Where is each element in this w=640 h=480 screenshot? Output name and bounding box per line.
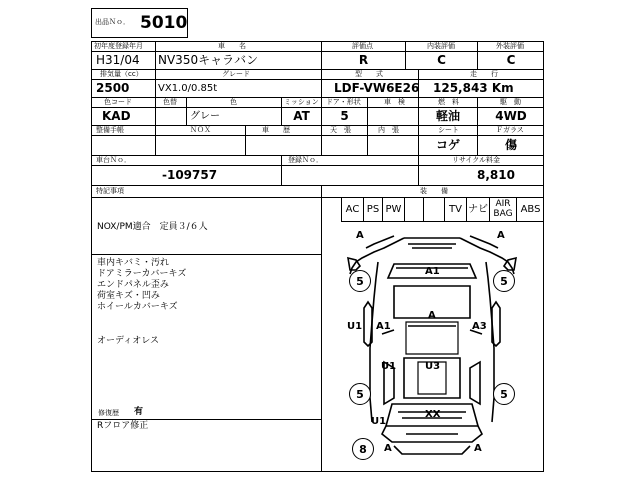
- remark-item-2: ドアミラーカバーキズ: [97, 269, 187, 279]
- fuel-label: 燃 料: [438, 98, 459, 106]
- name-label: 車 名: [218, 42, 246, 50]
- lot-label: 出品Ｎｏ．: [95, 18, 130, 26]
- damage-u1-mid: U1: [381, 361, 397, 372]
- mileage-value: 125,843 Km: [433, 81, 514, 95]
- roof-label: 天 張: [330, 126, 351, 134]
- repair-label: 修復歴: [98, 409, 119, 417]
- model-value: LDF-VW6E26: [334, 81, 420, 95]
- damage-circle-rear-left: 5: [349, 383, 371, 405]
- chassis-label: 車台Ｎｏ．: [96, 156, 131, 164]
- repair-value: 有: [134, 407, 144, 417]
- reg-label: 登録Ｎｏ．: [288, 156, 323, 164]
- equip-abs: ABS: [520, 204, 541, 215]
- seat-value: コゲ: [435, 138, 460, 152]
- interior-value: C: [437, 53, 446, 67]
- equip-navi: ナビ: [468, 204, 488, 215]
- damage-a-bottom-left: A: [384, 443, 392, 454]
- recycle-value: 8,810: [477, 168, 515, 182]
- exterior-label: 外装評価: [496, 42, 524, 50]
- lot-number: 5010: [140, 13, 188, 33]
- damage-xx: XX: [425, 409, 441, 420]
- glass-value: 傷: [504, 138, 517, 152]
- maint-label: 整備手帳: [96, 126, 124, 134]
- doors-label: ドア・形状: [326, 98, 361, 106]
- damage-a1-top: A1: [425, 266, 440, 277]
- damage-a1-left: A1: [376, 321, 391, 332]
- remarks-label: 特記事項: [96, 187, 124, 195]
- damage-a3-right: A3: [472, 321, 487, 332]
- color-code-label: 色コード: [104, 98, 132, 106]
- model-label: 型 式: [355, 70, 383, 78]
- remark-item-5: ホイールカバーキズ: [97, 302, 178, 312]
- equip-ac: AC: [345, 204, 360, 215]
- repair-note: Rフロア修正: [97, 421, 149, 431]
- recycle-label: リサイクル料金: [452, 156, 501, 164]
- equip-pw: PW: [385, 204, 402, 215]
- color-value: グレー: [190, 111, 220, 122]
- damage-a-bottom-right: A: [474, 443, 482, 454]
- score-label: 評価点: [352, 42, 373, 50]
- damage-circle-front-right: 5: [493, 270, 515, 292]
- seat-label: シート: [438, 126, 459, 134]
- damage-u1-bottom: U1: [371, 416, 387, 427]
- mileage-label: 走 行: [470, 70, 498, 78]
- car-name-value: NV350キャラバン: [158, 53, 259, 67]
- fuel-value: 軽油: [435, 109, 460, 123]
- damage-circle-rear-right: 5: [493, 383, 515, 405]
- equip-airbag: AIR BAG: [493, 199, 513, 219]
- cc-label: 排気量（cc）: [100, 70, 143, 78]
- doors-value: 5: [340, 109, 349, 123]
- damage-a-top-right: A: [497, 230, 505, 241]
- color-label: 色: [230, 98, 237, 106]
- equip-tv: TV: [449, 204, 462, 215]
- car-diagram: [322, 222, 543, 471]
- remark-item-1: 車内キバミ・汚れ: [97, 258, 170, 268]
- remark-item-4: 荷室キズ・凹み: [97, 291, 160, 301]
- chassis-value: -109757: [162, 168, 218, 182]
- damage-a-top-left: A: [356, 230, 364, 241]
- damage-a-center: A: [428, 310, 436, 321]
- history-label: 車 歴: [262, 126, 290, 134]
- grade-label: グレード: [222, 70, 250, 78]
- score-value: R: [358, 53, 369, 67]
- glass-label: Ｆガラス: [496, 126, 524, 134]
- remark-line-1: NOX/PM適合 定員３/６人: [97, 222, 208, 232]
- damage-circle-spare: 8: [352, 438, 374, 460]
- mission-label: ミッション: [284, 98, 319, 106]
- cc-value: 2500: [96, 81, 130, 95]
- drive-value: 4WD: [495, 109, 527, 123]
- damage-u3-mid: U3: [425, 361, 441, 372]
- remark-audio: オーディオレス: [97, 336, 160, 346]
- grade-value: VX1.0/0.85t: [158, 83, 218, 94]
- mission-value: AT: [293, 109, 310, 123]
- interior-label: 内装評価: [427, 42, 455, 50]
- exterior-value: C: [506, 53, 516, 67]
- damage-circle-front-left: 5: [349, 270, 371, 292]
- year-value: H31/04: [96, 53, 140, 67]
- color-code-value: KAD: [102, 109, 131, 123]
- inner-label: 内 張: [378, 126, 399, 134]
- equip-ps: PS: [366, 204, 380, 215]
- color-no-label: 色替: [163, 98, 177, 106]
- drive-label: 駆 動: [500, 98, 521, 106]
- equipment-label: 装 備: [420, 187, 448, 195]
- remark-item-3: エンドパネル歪み: [97, 280, 169, 290]
- damage-u1-left: U1: [347, 321, 363, 332]
- year-label: 初年度登録年月: [94, 42, 143, 50]
- inspection-label: 車 検: [384, 98, 405, 106]
- nox-label: ＮＯＸ: [190, 126, 211, 134]
